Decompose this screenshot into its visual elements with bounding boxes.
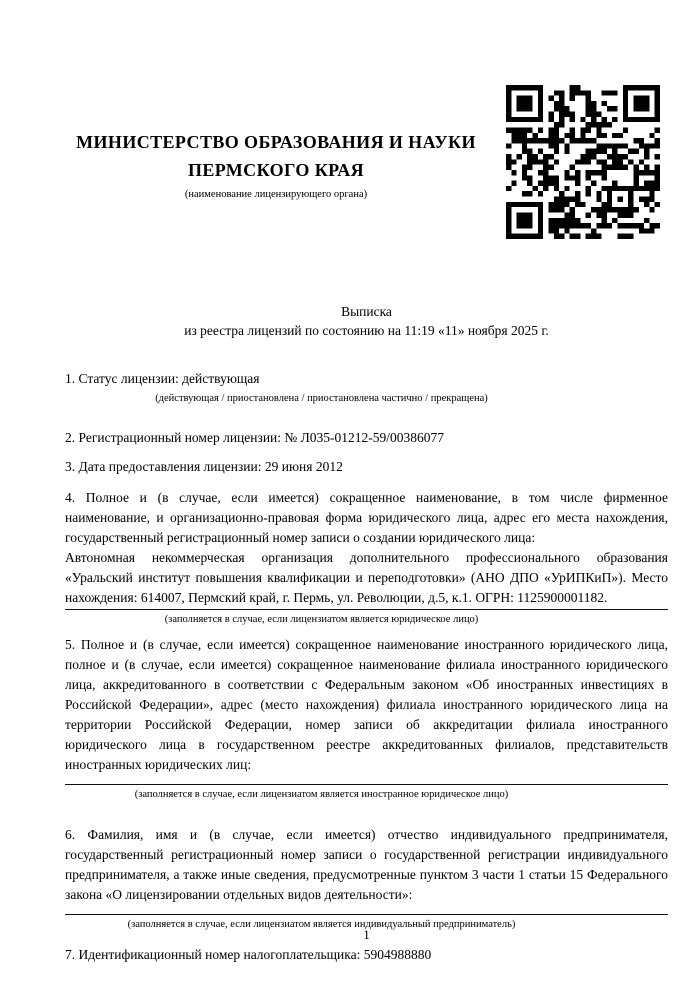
qr-code-icon [506, 85, 660, 239]
taxpayer-id-line: 7. Идентификационный номер налогоплательщика: 5904988880 [65, 947, 432, 962]
entrepreneur-note: (заполняется в случае, если лицензиатом является индивидуальный предприниматель) [127, 919, 516, 930]
license-status-options-note: (действующая / приостановлена / приостановлена частично / прекращена) [155, 393, 488, 404]
licensing-authority-block [62, 128, 490, 201]
foreign-entity-note: (заполняется в случае, если лицензиатом является иностранное юридическое лицо) [134, 789, 509, 800]
legal-entity-value: Автономная некоммерческая организация дополнительного профессионального образования «Уральский институт повышения квалификации и переподготовки» (АНО ДПО «УрИПКиП»). Место нахождения: 614007, Пермский край, г. Пермь, ул. Революции, д.5, к.1. ОГРН: 1125900001182. [65, 550, 668, 605]
document-header [0, 0, 700, 240]
licensing-authority-caption: (наименование лицензирующего органа) [184, 189, 368, 200]
legal-entity-underline-rule [65, 609, 668, 610]
document-body [0, 302, 700, 965]
document-title-line2: из реестра лицензий по состоянию на 11:19 «11» ноября 2025 г. [184, 323, 549, 338]
entrepreneur-label: 6. Фамилия, имя и (в случае, если имеется) отчество индивидуального предпринимателя, государственный регистрационный номер записи о государственной регистрации индивидуального предпринимателя, а также иные сведения, предусмотренные пунктом 3 части 1 статьи 15 Федерального закона «О лицензировании отдельных видов деятельности»: [65, 827, 668, 902]
foreign-entity-label: 5. Полное и (в случае, если имеется) сокращенное наименование иностранного юридического лица, полное и (в случае, если имеется) сокращенное наименование филиала иностранного юридического лица, аккредитованного в соответствии с Федеральным законом «Об иностранных инвестициях в Российской Федерации», адрес (место нахождения) филиала иностранного юридического лица на территории Российской Федерации, номер записи об аккредитации филиала иностранного юридического лица в государственном реестре аккредитованных филиалов, представительств иностранных юридических лиц: [65, 637, 668, 772]
license-status-line: 1. Статус лицензии: действующая [65, 371, 260, 386]
document-title-line1: Выписка [341, 304, 392, 319]
page-number: 1 [363, 927, 370, 942]
foreign-entity-underline-rule [65, 784, 668, 785]
document-title [65, 302, 668, 340]
legal-entity-label: 4. Полное и (в случае, если имеется) сокращенное наименование, в том числе фирменное наименование, и организационно-правовая форма юридического лица, адрес его места нахождения, государственный регистрационный номер записи о создании юридического лица: [65, 490, 668, 545]
ministry-name-line2: ПЕРМСКОГО КРАЯ [187, 160, 365, 180]
registration-number-line: 2. Регистрационный номер лицензии: № Л035-01212-59/00386077 [65, 430, 445, 445]
entrepreneur-underline-rule [65, 914, 668, 915]
legal-entity-note: (заполняется в случае, если лицензиатом является юридическое лицо) [164, 614, 479, 625]
grant-date-line: 3. Дата предоставления лицензии: 29 июня 2012 [65, 459, 343, 474]
ministry-name-line1: МИНИСТЕРСТВО ОБРАЗОВАНИЯ И НАУКИ [76, 132, 476, 152]
